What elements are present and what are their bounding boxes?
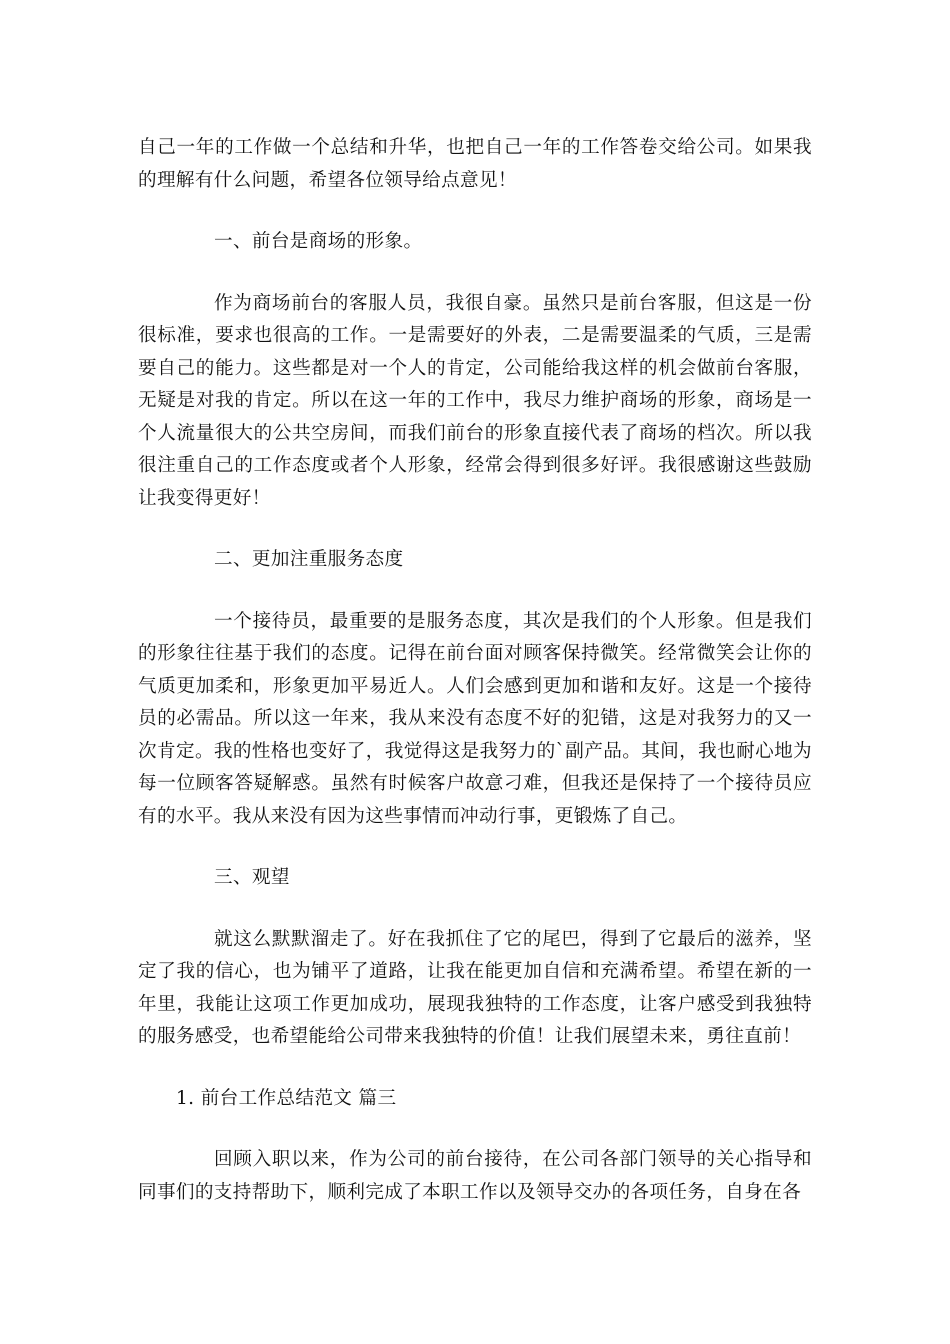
spacer xyxy=(138,197,812,226)
spacer xyxy=(138,515,812,544)
section-heading-2: 二、更加注重服务态度 xyxy=(214,549,404,570)
spacer xyxy=(138,833,812,862)
article-list-heading: 1. 前台工作总结范文 篇三 xyxy=(176,1087,397,1109)
spacer xyxy=(138,259,812,288)
section-heading-3: 三、观望 xyxy=(214,867,290,888)
spacer xyxy=(138,577,812,606)
spacer xyxy=(138,1054,812,1083)
article-3-paragraph: 回顾入职以来，作为公司的前台接待，在公司各部门领导的关心指导和同事们的支持帮助下，顺利完成了本职工作以及领导交办的各项任务，自身在各 xyxy=(138,1149,812,1203)
section-heading-1: 一、前台是商场的形象。 xyxy=(214,231,423,252)
section-2-paragraph: 一个接待员，最重要的是服务态度，其次是我们的个人形象。但是我们的形象往往基于我们的态度。记得在前台面对顾客保持微笑。经常微笑会让你的气质更加柔和，形象更加平易近人。人们会感到更加和谐和友好。这是一个接待员的必需品。所以这一年来，我从来没有态度不好的犯错，这是对我努力的又一次肯定。我的性格也变好了，我觉得这是我努力的`副产品。其间，我也耐心地为每一位顾客答疑解惑。虽然有时候客户故意刁难，但我还是保持了一个接待员应有的水平。我从来没有因为这些事情而冲动行事，更锻炼了自己。 xyxy=(138,610,812,827)
section-1-paragraph: 作为商场前台的客服人员，我很自豪。虽然只是前台客服，但这是一份很标准，要求也很高的工作。一是需要好的外表，二是需要温柔的气质，三是需要自己的能力。这些都是对一个人的肯定，公司能给我这样的机会做前台客服，无疑是对我的肯定。所以在这一年的工作中，我尽力维护商场的形象，商场是一个人流量很大的公共空房间，而我们前台的形象直接代表了商场的档次。所以我很注重自己的工作态度或者个人形象，经常会得到很多好评。我很感谢这些鼓励让我变得更好！ xyxy=(138,292,812,509)
spacer xyxy=(138,895,812,924)
spacer xyxy=(138,1115,812,1144)
document-page xyxy=(138,132,812,1209)
intro-paragraph: 自己一年的工作做一个总结和升华，也把自己一年的工作答卷交给公司。如果我的理解有什么问题，希望各位领导给点意见！ xyxy=(138,137,812,191)
section-3-paragraph: 就这么默默溜走了。好在我抓住了它的尾巴，得到了它最后的滋养，坚定了我的信心，也为铺平了道路，让我在能更加自信和充满希望。希望在新的一年里，我能让这项工作更加成功，展现我独特的工作态度，让客户感受到我独特的服务感受，也希望能给公司带来我独特的价值！让我们展望未来，勇往直前！ xyxy=(138,928,812,1047)
